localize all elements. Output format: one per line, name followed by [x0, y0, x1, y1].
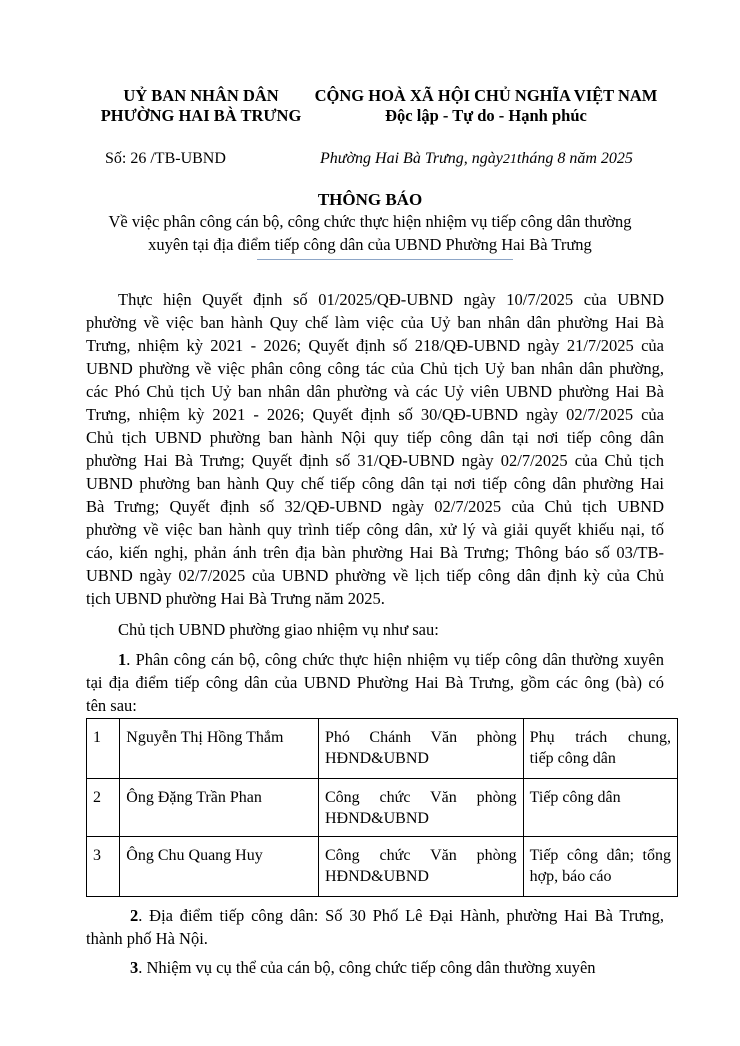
item-2-line-1: 2. Địa điểm tiếp công dân: Số 30 Phố Lê Đại Hành, phường Hai Bà Trưng,	[130, 906, 664, 925]
doc-subtitle	[60, 210, 680, 256]
intro-line: tịch UBND phường Hai Bà Trưng năm 2025.	[86, 589, 385, 608]
staff-table	[86, 718, 678, 897]
staff-duty: Phụ trách chung, tiếp công dân	[523, 719, 677, 779]
date-suffix: tháng 8 năm 2025	[516, 150, 633, 167]
intro-line: Chủ tịch UBND phường ban hành Nội quy tiếp công dân tại nơi tiếp công dân	[86, 428, 664, 447]
item-1-line-3: tên sau:	[86, 696, 137, 715]
item-3-number: 3	[130, 958, 139, 977]
org-line-2: PHƯỜNG HAI BÀ TRƯNG	[100, 106, 302, 125]
item-1-line-1: 1. Phân công cán bộ, công chức thực hiện nhiệm vụ tiếp công dân thường xuyên	[118, 650, 664, 669]
item-3-line-1: 3. Nhiệm vụ cụ thể của cán bộ, công chức tiếp công dân thường xuyên	[130, 958, 596, 977]
intro-line: phường về việc ban hành Quy chế làm việc của Uỷ ban nhân dân phường Hai Bà	[86, 313, 664, 332]
assign-line: Chủ tịch UBND phường giao nhiệm vụ như sau:	[118, 620, 439, 639]
staff-duty: Tiếp công dân	[523, 779, 677, 837]
item-1-number: 1	[118, 650, 127, 669]
nation-line-2: Độc lập - Tự do - Hạnh phúc	[385, 106, 587, 125]
staff-position: Công chức Văn phòng HĐND&UBND	[318, 837, 523, 897]
staff-name: Nguyễn Thị Hồng Thắm	[120, 719, 319, 779]
nation-line-1: CỘNG HOÀ XÃ HỘI CHỦ NGHĨA VIỆT NAM	[314, 86, 658, 105]
item-2-number: 2	[130, 906, 139, 925]
staff-name: Ông Đặng Trần Phan	[120, 779, 319, 837]
intro-line: UBND ngày 02/7/2025 của UBND phường về lịch tiếp công dân định kỳ của Chủ	[86, 566, 664, 585]
staff-name: Ông Chu Quang Huy	[120, 837, 319, 897]
subtitle-line-2: xuyên tại địa điểm tiếp công dân của UBND Phường Hai Bà Trưng	[148, 235, 592, 254]
intro-line: phường Hai Bà Trưng; Quyết định số 31/QĐ-UBND ngày 02/7/2025 của Chủ tịch	[86, 451, 664, 470]
intro-line: UBND phường ban hành Quy chế tiếp công dân tại nơi tiếp công dân phường Hai	[86, 474, 664, 493]
intro-line: phường về việc ban hành quy trình tiếp công dân, xử lý và giải quyết khiếu nại, tố	[86, 520, 664, 539]
table-row	[87, 837, 678, 897]
date-day: 21	[502, 152, 517, 167]
table-row	[87, 779, 678, 837]
row-number: 3	[87, 837, 120, 897]
intro-line: cáo, kiến nghị, phản ánh trên địa bàn phường Hai Bà Trưng; Thông báo số 03/TB-	[86, 543, 664, 562]
title-divider	[257, 259, 513, 260]
intro-line: Trưng, nhiệm kỳ 2021 - 2026; Quyết định số 218/QĐ-UBND ngày 21/7/2025 của	[86, 336, 664, 355]
staff-position: Công chức Văn phòng HĐND&UBND	[318, 779, 523, 837]
date-prefix: Phường Hai Bà Trưng, ngày	[320, 150, 503, 167]
table-row	[87, 719, 678, 779]
staff-position: Phó Chánh Văn phòng HĐND&UBND	[318, 719, 523, 779]
national-motto	[306, 86, 666, 126]
issuing-org	[96, 86, 306, 126]
doc-title: THÔNG BÁO	[317, 190, 423, 209]
subtitle-line-1: Về việc phân công cán bộ, công chức thực hiện nhiệm vụ tiếp công dân thường	[108, 212, 632, 231]
intro-line: Bà Trưng; Quyết định số 32/QĐ-UBND ngày 02/7/2025 của Chủ tịch UBND	[86, 497, 664, 516]
intro-line: UBND phường về việc phân công công tác của Chủ tịch Uỷ ban nhân dân phường,	[86, 359, 664, 378]
doc-number: Số: 26 /TB-UBND	[105, 150, 226, 167]
intro-line: Thực hiện Quyết định số 01/2025/QĐ-UBND ngày 10/7/2025 của UBND	[118, 290, 664, 309]
intro-line: Trưng, nhiệm kỳ 2021 - 2026; Quyết định số 30/QĐ-UBND ngày 02/7/2025 của	[86, 405, 664, 424]
item-1-line-2: tại địa điểm tiếp công dân của UBND Phường Hai Bà Trưng, gồm các ông (bà) có	[86, 673, 664, 692]
item-2-line-2: thành phố Hà Nội.	[86, 929, 208, 948]
intro-line: các Phó Chủ tịch Uỷ ban nhân dân phường và các Uỷ viên UBND phường Hai Bà	[86, 382, 664, 401]
org-line-1: UỶ BAN NHÂN DÂN	[123, 86, 279, 105]
row-number: 1	[87, 719, 120, 779]
staff-duty: Tiếp công dân; tổng hợp, báo cáo	[523, 837, 677, 897]
date-line	[320, 150, 633, 168]
row-number: 2	[87, 779, 120, 837]
